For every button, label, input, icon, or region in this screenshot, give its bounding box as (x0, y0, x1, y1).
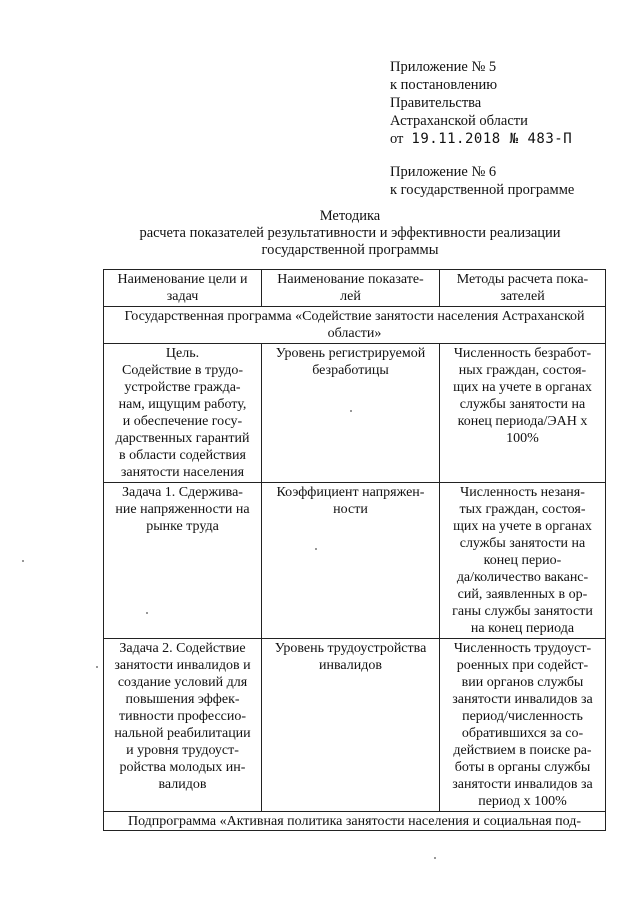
subprogram-row (104, 812, 606, 831)
header-methods: Методы расчета пока- зателей (440, 270, 606, 307)
method-cell: Численность трудоуст- роенных при содейст- вии органов службы занятости инвалидов за период/численность обратившихся за со- действием в поиске ра- боты в органы службы занятости инвалидов за период х 100% (440, 639, 606, 812)
goal-cell: Задача 1. Сдержива- ние напряженности на рынке труда (104, 483, 262, 639)
appendix-6-line1: Приложение № 6 (390, 164, 497, 180)
goal-cell: Цель. Содействие в трудо- устройстве гражда- нам, ищущим работу, и обеспечение госу- дарственных гарантий в области содействия занятости населения (104, 344, 262, 483)
scan-speck (146, 612, 148, 614)
appendix-6-line2: к государственной программе (390, 182, 575, 198)
goal-cell: Задача 2. Содействие занятости инвалидов и создание условий для повышения эффек- тивности профессио- нальной реабилитации и уровня трудоуст- ройства молодых ин- валидов (104, 639, 262, 812)
program-row (104, 307, 606, 344)
method-cell: Численность незаня- тых граждан, состоя- щих на учете в органах службы занятости на конец перио- да/количество ваканс- сий, заявленных в ор- ганы службы занятости на конец периода (440, 483, 606, 639)
subprogram-name: Подпрограмма «Активная политика занятости населения и социальная под- (127, 814, 582, 829)
header-goals: Наименование цели и задач (104, 270, 262, 307)
subprogram-cell (104, 812, 606, 831)
date-number-stamp: 19.11.2018 № 483-П (411, 131, 573, 147)
header-indicators: Наименование показате- лей (262, 270, 440, 307)
scan-speck (315, 548, 317, 550)
method-cell: Численность безработ- ных граждан, состоя- щих на учете в органах службы занятости на конец периода/ЭАН х 100% (440, 344, 606, 483)
appendix-5-date-line (390, 130, 572, 148)
table-row (104, 639, 606, 812)
title-line1: Методика (319, 208, 381, 224)
appendix-5-line2: к постановлению (390, 77, 498, 93)
scan-speck (434, 857, 436, 859)
indicator-cell: Уровень регистрируемой безработицы (262, 344, 440, 483)
scan-speck (96, 666, 98, 668)
title-line3: государственной программы (261, 242, 439, 258)
title-line2: расчета показателей результативности и эффективности реализации (139, 225, 561, 241)
appendix-5-line4: Астраханской области (390, 113, 528, 129)
appendix-5-line1: Приложение № 5 (390, 59, 497, 75)
from-label: от (390, 131, 404, 147)
appendix-5-block (390, 58, 572, 148)
scan-speck (22, 560, 24, 562)
appendix-6-block (390, 163, 574, 199)
table-row (104, 344, 606, 483)
appendix-5-line3: Правительства (390, 95, 482, 111)
document-title (100, 208, 600, 259)
indicator-cell: Коэффициент напряжен- ности (262, 483, 440, 639)
scan-speck (350, 410, 352, 412)
indicator-cell: Уровень трудоустройства инвалидов (262, 639, 440, 812)
program-name: Государственная программа «Содействие занятости населения Астраханской области» (104, 307, 606, 344)
table-row (104, 483, 606, 639)
table-header-row (104, 270, 606, 307)
methodology-table (103, 269, 606, 831)
